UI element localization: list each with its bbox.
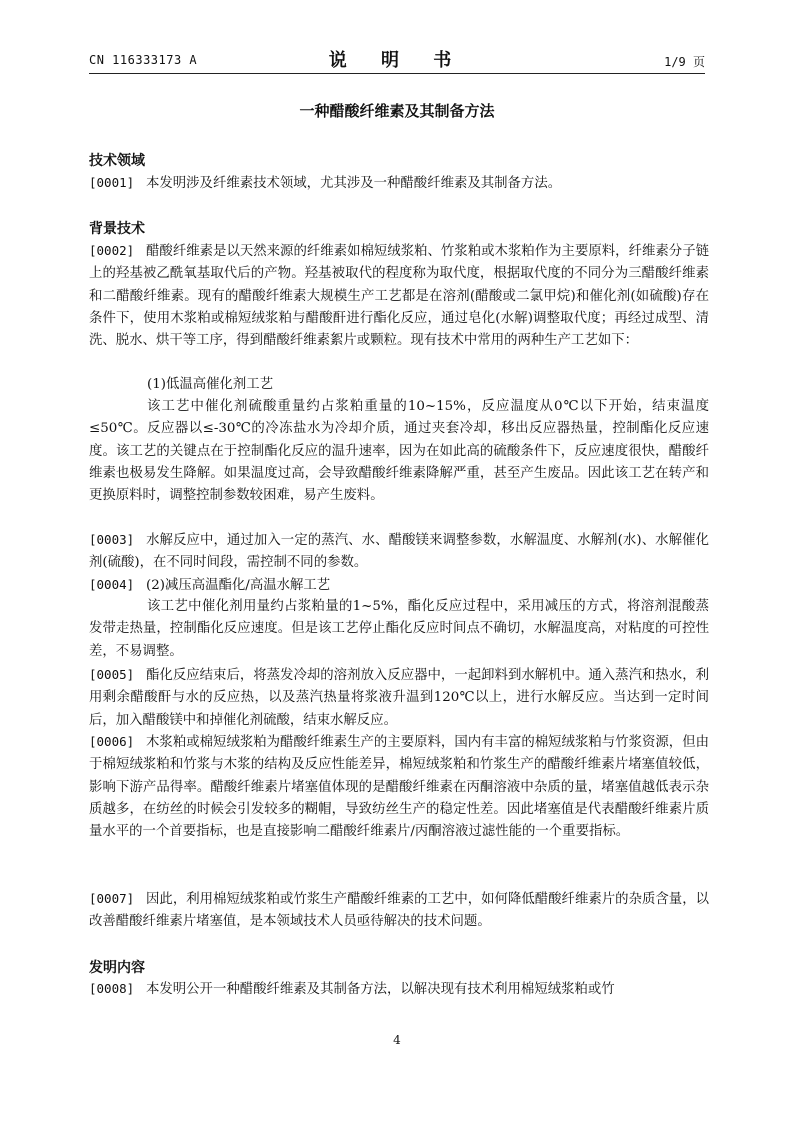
paragraph-number: [0003] bbox=[89, 532, 135, 547]
paragraph-number: [0002] bbox=[89, 243, 135, 258]
header-divider bbox=[89, 73, 705, 74]
page-number: 4 bbox=[393, 1033, 401, 1047]
paragraph-number: [0006] bbox=[89, 734, 135, 749]
sub-heading-process-1: (1)低温高催化剂工艺 bbox=[147, 377, 274, 392]
paragraph-number: [0005] bbox=[89, 667, 135, 682]
paragraph-number: [0007] bbox=[89, 891, 135, 906]
section-background: 背景技术 bbox=[89, 221, 145, 237]
section-invention: 发明内容 bbox=[89, 960, 145, 976]
paragraph-0006 bbox=[89, 731, 709, 843]
paragraph-0001 bbox=[89, 172, 709, 195]
paragraph-text: 本发明涉及纤维素技术领域，尤其涉及一种醋酸纤维素及其制备方法。 bbox=[146, 176, 562, 191]
paragraph-text: 水解反应中，通过加入一定的蒸汽、水、醋酸镁来调整参数，水解温度、水解剂(水)、水解催化剂(硫酸)，在不同时间段，需控制不同的参数。 bbox=[89, 533, 709, 571]
paragraph-text: (2)减压高温酯化/高温水解工艺 bbox=[146, 578, 331, 593]
section-tech-field: 技术领域 bbox=[89, 153, 145, 169]
paragraph-text: 本发明公开一种醋酸纤维素及其制备方法，以解决现有技术利用棉短绒浆粕或竹 bbox=[146, 982, 615, 997]
paragraph-process-2-text: 该工艺中催化剂用量约占浆粕量的1~5%，酯化反应过程中，采用减压的方式，将溶剂混酸蒸发带走热量，控制酯化反应速度。但是该工艺停止酯化反应时间点不确切，水解温度高，对粘度的可控性差，不易调整。 bbox=[89, 599, 709, 659]
paragraph-process-1-text: 该工艺中催化剂硫酸重量约占浆粕重量的10~15%，反应温度从0℃以下开始，结束温度≤50℃。反应器以≤-30℃的冷冻盐水为冷却介质，通过夹套冷却，移出反应器热量，控制酯化反应速度。该工艺的关键点在于控制酯化反应的温升速率，因为在如此高的硫酸条件下，反应速度很快，醋酸纤维素也极易发生降解。如果温度过高，会导致醋酸纤维素降解严重，甚至产生废品。因此该工艺在转产和更换原料时，调整控制参数较困难，易产生废料。 bbox=[89, 399, 709, 504]
paragraph-0008 bbox=[89, 978, 709, 1001]
paragraph-0004 bbox=[89, 574, 709, 597]
paragraph-0003 bbox=[89, 529, 709, 575]
paragraph-number: [0001] bbox=[89, 175, 135, 190]
paragraph-number: [0008] bbox=[89, 981, 135, 996]
paragraph-text: 木浆粕或棉短绒浆粕为醋酸纤维素生产的主要原料，国内有丰富的棉短绒浆粕与竹浆资源，但由于棉短绒浆粕和竹浆与木浆的结构及反应性能差异，棉短绒浆粕和竹浆生产的醋酸纤维素片堵塞值较低，影响下游产品得率。醋酸纤维素片堵塞值体现的是醋酸纤维素在丙酮溶液中杂质的量，堵塞值越低表示杂质越多，在纺丝的时候会引发较多的糊帽，导致纺丝生产的稳定性差。因此堵塞值是代表醋酸纤维素片质量水平的一个首要指标，也是直接影响二醋酸纤维素片/丙酮溶液过滤性能的一个重要指标。 bbox=[89, 735, 709, 840]
header-doc-type: 说 明 书 bbox=[328, 50, 466, 71]
header-page-info: 1/9 页 bbox=[664, 55, 705, 69]
paragraph-text: 醋酸纤维素是以天然来源的纤维素如棉短绒浆粕、竹浆粕或木浆粕作为主要原料，纤维素分子链上的羟基被乙酰氧基取代后的产物。羟基被取代的程度称为取代度，根据取代度的不同分为三醋酸纤维素和二醋酸纤维素。现有的醋酸纤维素大规模生产工艺都是在溶剂(醋酸或二氯甲烷)和催化剂(如硫酸)存在条件下，使用木浆粕或棉短绒浆粕与醋酸酐进行酯化反应，通过皂化(水解)调整取代度；再经过成型、清洗、脱水、烘干等工序，得到醋酸纤维素絮片或颗粒。现有技术中常用的两种生产工艺如下： bbox=[89, 244, 709, 349]
paragraph-number: [0004] bbox=[89, 577, 135, 592]
paragraph-text: 因此，利用棉短绒浆粕或竹浆生产醋酸纤维素的工艺中，如何降低醋酸纤维素片的杂质含量，以改善醋酸纤维素片堵塞值，是本领域技术人员亟待解决的技术问题。 bbox=[89, 892, 709, 930]
header-pub-number: CN 116333173 A bbox=[89, 53, 198, 67]
paragraph-text: 酯化反应结束后，将蒸发冷却的溶剂放入反应器中，一起卸料到水解机中。通入蒸汽和热水，利用剩余醋酸酐与水的反应热，以及蒸汽热量将浆液升温到120℃以上，进行水解反应。当达到一定时间后，加入醋酸镁中和掉催化剂硫酸，结束水解反应。 bbox=[89, 668, 709, 728]
paragraph-0002 bbox=[89, 240, 709, 352]
paragraph-0007 bbox=[89, 888, 709, 934]
document-title: 一种醋酸纤维素及其制备方法 bbox=[299, 102, 495, 120]
paragraph-0005 bbox=[89, 664, 709, 732]
